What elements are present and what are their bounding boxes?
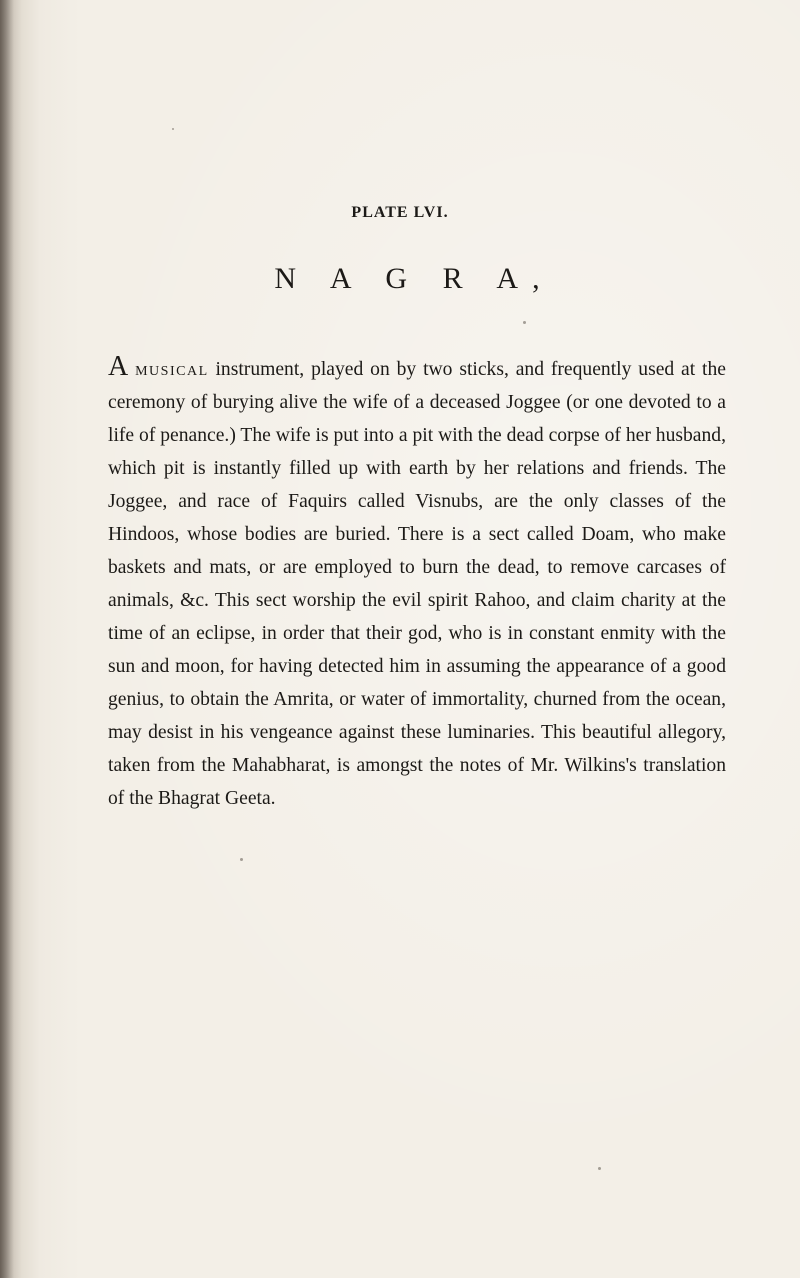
- page-title: N A G R A,: [274, 262, 554, 295]
- initial-letter: A: [108, 350, 129, 382]
- body-paragraph: [108, 350, 726, 815]
- paper-speck: [523, 321, 526, 324]
- lead-words: musical: [135, 358, 209, 380]
- paper-speck: [598, 1167, 601, 1170]
- plate-number: PLATE LVI.: [351, 204, 449, 221]
- paper-speck: [240, 858, 243, 861]
- page-gutter-shadow: [0, 0, 14, 1278]
- paper-speck: [172, 128, 174, 130]
- paragraph-text: instrument, played on by two sticks, and frequently used at the ceremony of burying alive the wife of a deceased Joggee (or one devoted to a life of penance.) The wife is put into a pit with the dead corpse of her husband, which pit is instantly filled up with earth by her relations and friends. The Joggee, and race of Faquirs called Visnubs, are the only classes of the Hindoos, whose bodies are buried. There is a sect called Doam, who make baskets and mats, or are employed to burn the dead, to remove carcases of animals, &c. This sect worship the evil spirit Rahoo, and claim charity at the time of an eclipse, in order that their god, who is in constant enmity with the sun and moon, for having detected him in assuming the appearance of a good genius, to obtain the Amrita, or water of immortality, churned from the ocean, may desist in his vengeance against these luminaries. This beautiful allegory, taken from the Mahabharat, is amongst the notes of Mr. Wilkins's translation of the Bhagrat Geeta.: [108, 358, 726, 809]
